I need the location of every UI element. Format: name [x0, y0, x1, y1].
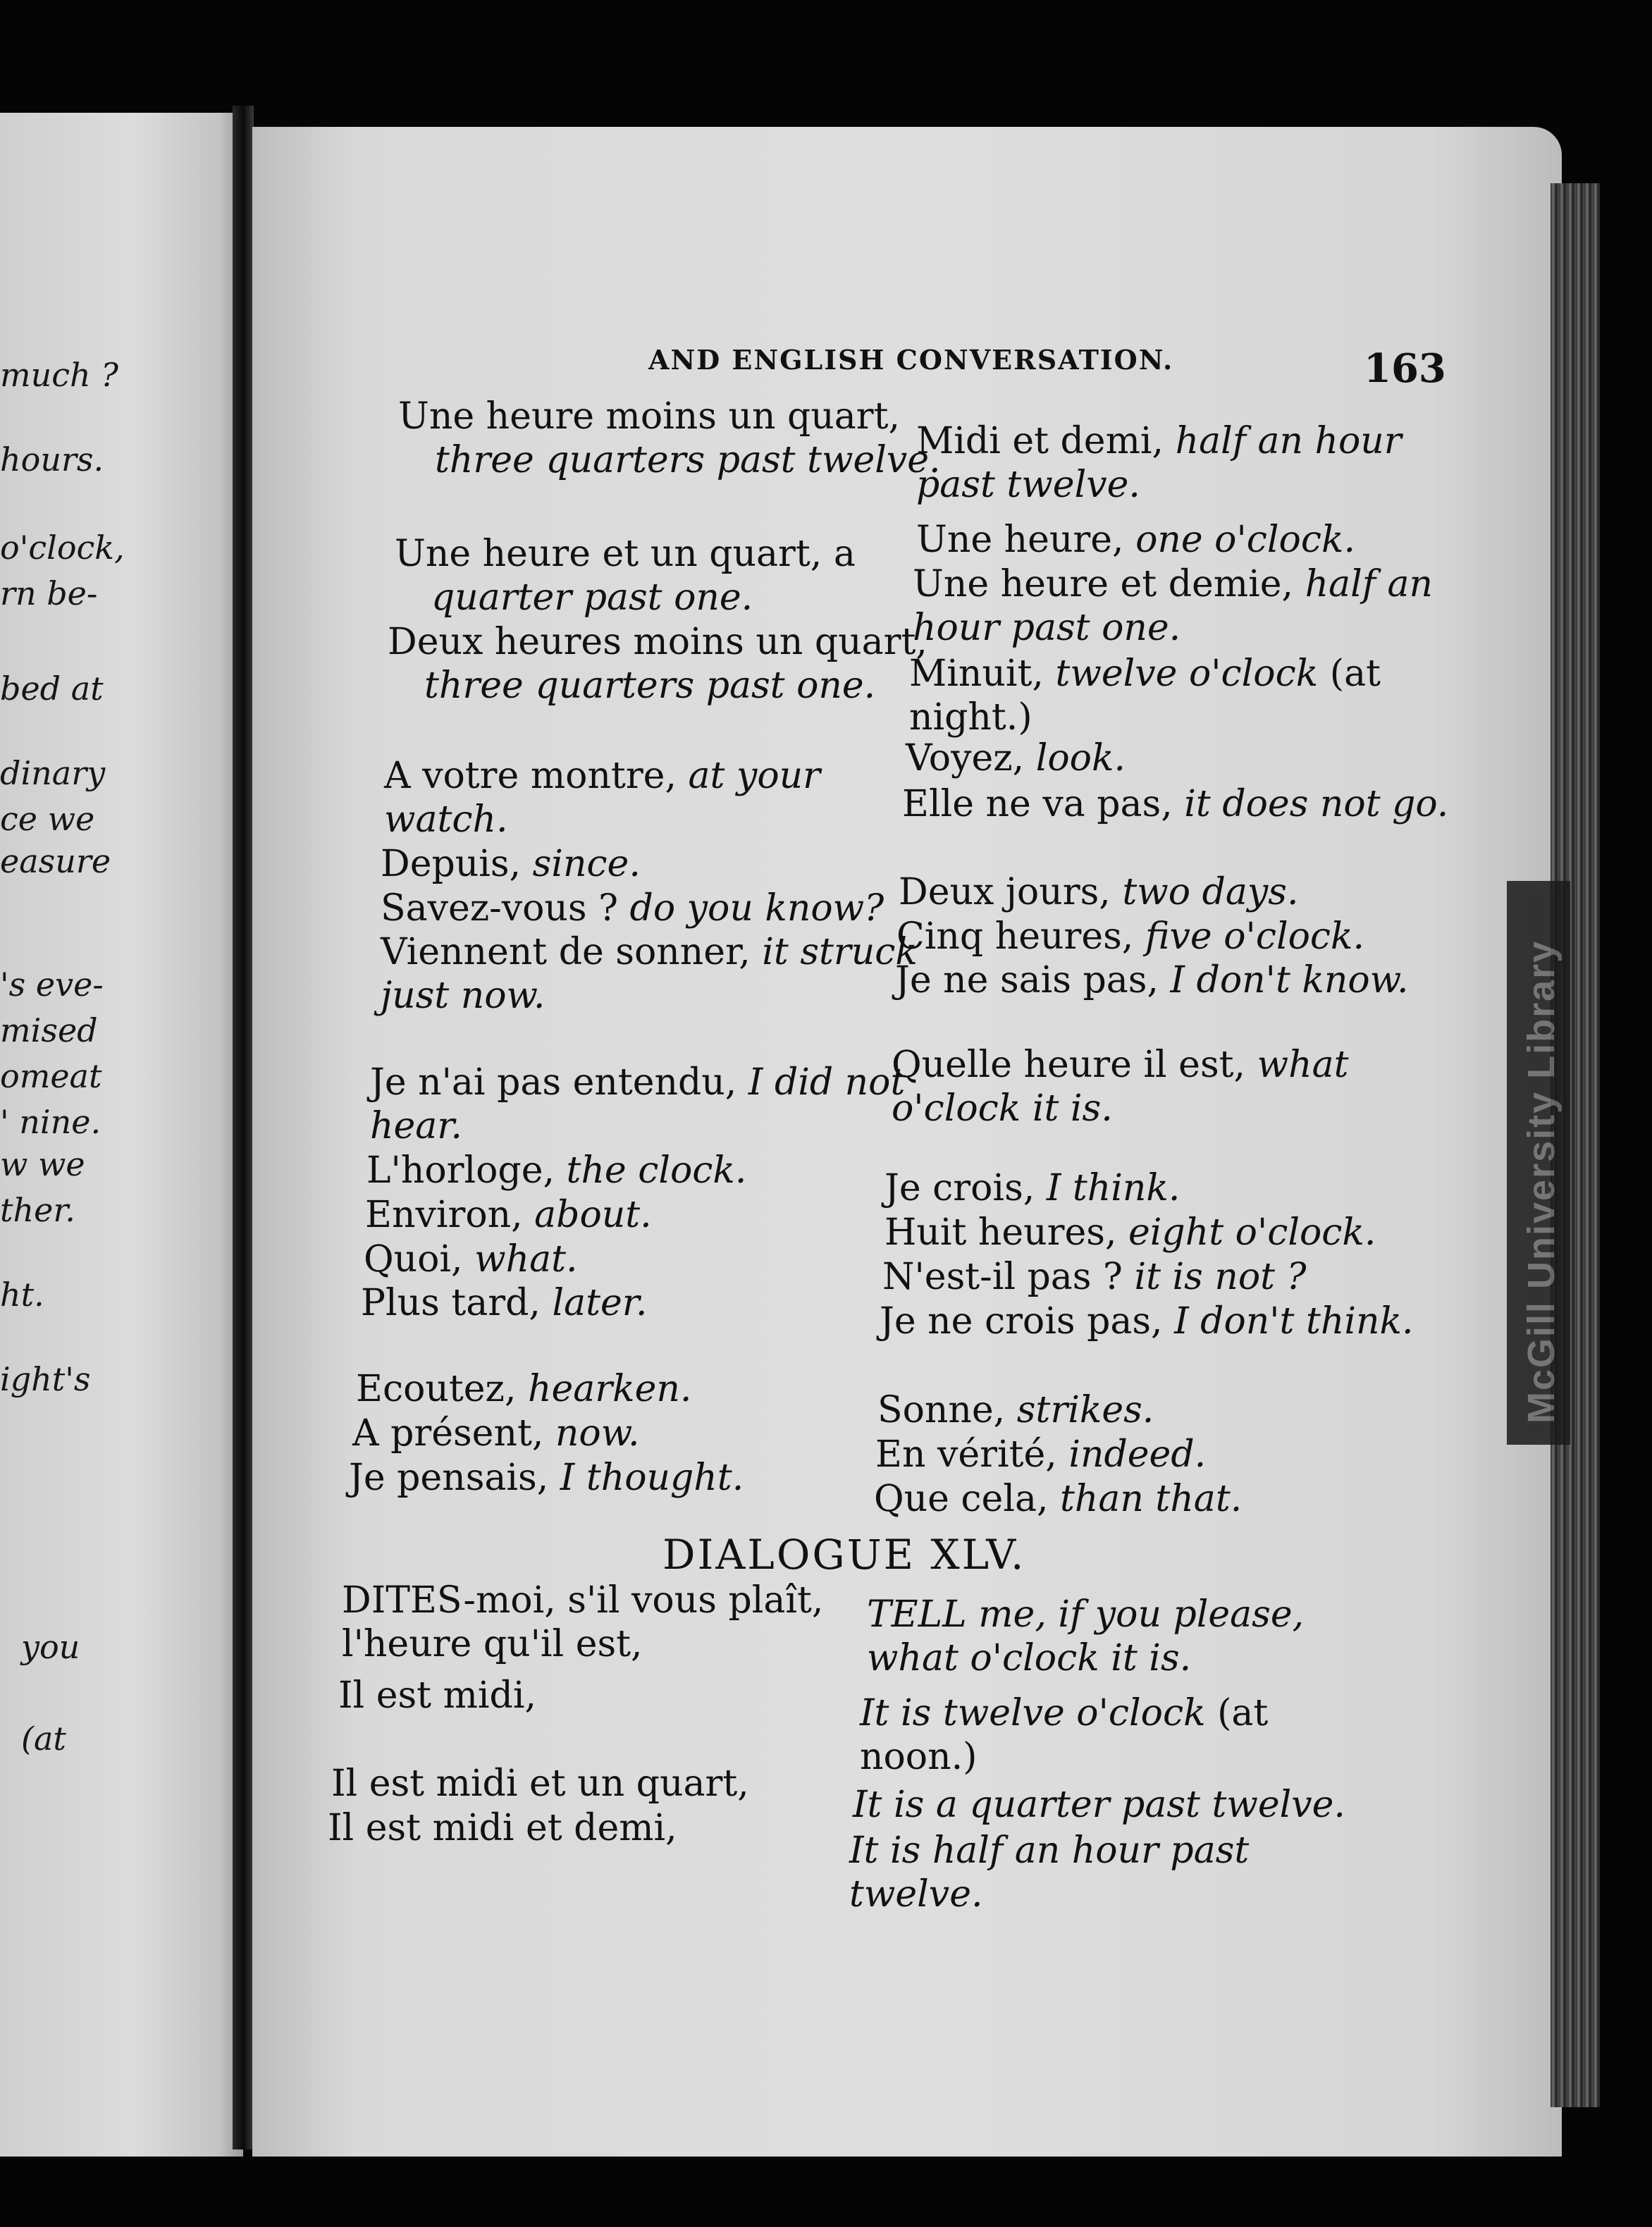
dialogue-line-english: It is twelve o'clock (at noon.) — [860, 1692, 1269, 1778]
vocab-entry: Deux jours, two days. — [899, 871, 1299, 913]
dialogue-line-french: DITES-moi, s'il vous plaît, l'heure qu'il est, — [342, 1579, 824, 1665]
vocab-entry: Une heure, one o'clock. — [916, 519, 1355, 561]
vocab-entry: Une heure et demie, half an hour past one. — [913, 563, 1433, 649]
left-fragment: hours. — [0, 440, 104, 479]
left-fragment: o'clock, — [0, 529, 125, 567]
vocab-entry: L'horloge, the clock. — [366, 1149, 747, 1192]
vocab-entry: Elle ne va pas, it does not go. — [902, 783, 1449, 825]
vocab-entry: Viennent de sonner, it struck just now. — [381, 931, 918, 1017]
left-facing-page — [0, 113, 243, 2157]
vocab-entry: Sonne, strikes. — [877, 1389, 1154, 1431]
vocab-entry: Quelle heure il est, what o'clock it is. — [892, 1044, 1349, 1130]
running-head: AND ENGLISH CONVERSATION. — [648, 344, 1174, 376]
page-number: 163 — [1364, 345, 1446, 392]
left-fragment: much ? — [0, 356, 118, 394]
left-fragment: 's eve- — [0, 966, 104, 1004]
vocab-entry: Je n'ai pas entendu, I did not hear. — [370, 1061, 906, 1147]
left-fragment: ht. — [0, 1276, 44, 1314]
vocab-entry: Je ne sais pas, I don't know. — [895, 959, 1409, 1001]
library-stamp: McGill University Library — [1507, 881, 1570, 1445]
dialogue-line-english: It is half an hour past twelve. — [849, 1830, 1250, 1916]
vocab-entry: Je crois, I think. — [884, 1167, 1181, 1209]
vocab-entry: En vérité, indeed. — [875, 1433, 1207, 1476]
left-fragment: ce we — [0, 800, 95, 838]
left-fragment: mised — [0, 1011, 98, 1049]
left-fragment: w we — [0, 1145, 85, 1183]
left-fragment: ' nine. — [0, 1103, 101, 1141]
vocab-entry: N'est-il pas ? it is not ? — [882, 1256, 1307, 1298]
vocab-entry: Une heure et un quart, a quarter past one. — [395, 533, 856, 619]
vocab-entry: Quoi, what. — [364, 1238, 578, 1281]
left-fragment: rn be- — [0, 574, 98, 612]
vocab-entry: Une heure moins un quart, three quarters past twelve. — [398, 395, 941, 481]
dialogue-line-english: TELL me, if you please, what o'clock it is. — [867, 1593, 1305, 1679]
vocab-entry: Je ne crois pas, I don't think. — [880, 1300, 1414, 1343]
dialogue-heading: DIALOGUE XLV. — [662, 1531, 1026, 1579]
vocab-entry: Voyez, look. — [906, 737, 1126, 779]
vocab-entry: Environ, about. — [365, 1194, 652, 1236]
left-fragment: omeat — [0, 1057, 102, 1095]
left-fragment: easure — [0, 842, 111, 880]
book-gutter — [233, 106, 254, 2149]
left-fragment: you — [21, 1628, 80, 1666]
vocab-entry: Midi et demi, half an hour past twelve. — [916, 420, 1402, 506]
vocab-entry: Ecoutez, hearken. — [356, 1368, 692, 1410]
vocab-entry: A votre montre, at your watch. — [384, 755, 820, 841]
vocab-entry: A présent, now. — [352, 1412, 640, 1455]
vocab-entry: Que cela, than that. — [874, 1478, 1243, 1520]
left-fragment: dinary — [0, 754, 106, 792]
vocab-entry: Depuis, since. — [381, 843, 641, 885]
vocab-entry: Je pensais, I thought. — [349, 1457, 744, 1499]
dialogue-line-french: Il est midi, — [338, 1674, 536, 1717]
dialogue-line-english: It is a quarter past twelve. — [853, 1784, 1345, 1826]
left-fragment: ther. — [0, 1191, 75, 1229]
vocab-entry: Huit heures, eight o'clock. — [884, 1211, 1376, 1254]
dialogue-line-french: Il est midi et un quart, — [331, 1763, 749, 1805]
left-fragment: bed at — [0, 670, 104, 708]
left-fragment: (at — [21, 1720, 66, 1758]
vocab-entry: Minuit, twelve o'clock (at night.) — [909, 653, 1381, 739]
vocab-entry: Savez-vous ? do you know? — [381, 887, 884, 930]
vocab-entry: Plus tard, later. — [361, 1282, 648, 1324]
dialogue-line-french: Il est midi et demi, — [328, 1807, 677, 1849]
left-fragment: ight's — [0, 1360, 91, 1398]
vocab-entry: Cinq heures, five o'clock. — [896, 915, 1365, 958]
vocab-entry: Deux heures moins un quart, three quarters past one. — [388, 621, 927, 707]
